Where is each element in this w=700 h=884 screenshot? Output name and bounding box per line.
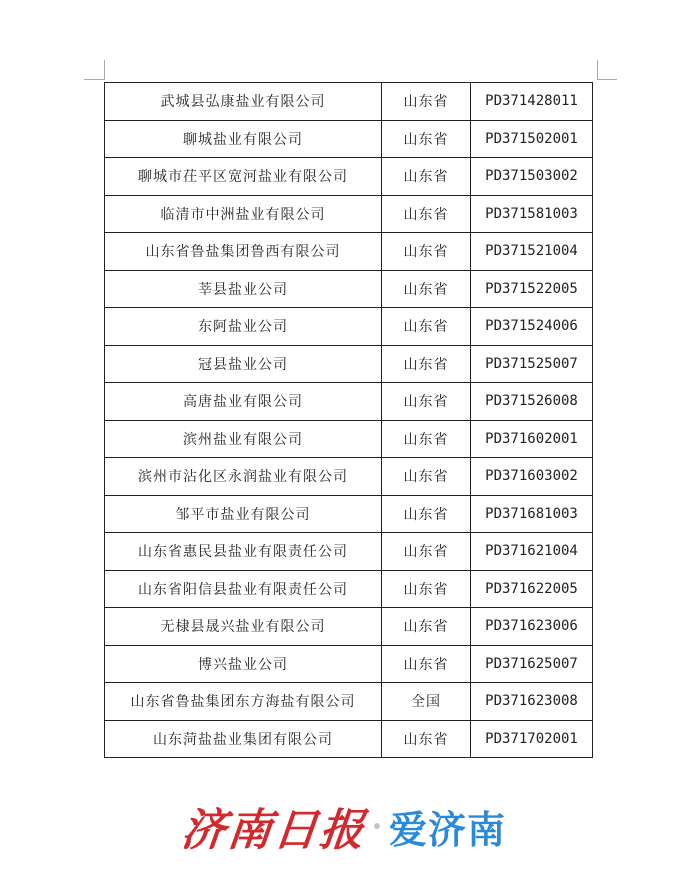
code-cell: PD371428011: [471, 83, 593, 121]
code-cell: PD371623008: [471, 683, 593, 721]
region-cell: 山东省: [382, 645, 471, 683]
company-name-cell: 无棣县晟兴盐业有限公司: [105, 608, 382, 646]
table-row: [105, 608, 593, 646]
code-cell: PD371625007: [471, 645, 593, 683]
watermark-separator-dot: [374, 823, 380, 829]
company-name-cell: 邹平市盐业有限公司: [105, 495, 382, 533]
table-row: [105, 195, 593, 233]
code-cell: PD371621004: [471, 533, 593, 571]
region-cell: 全国: [382, 683, 471, 721]
table-row: [105, 383, 593, 421]
company-name-cell: 山东菏盐盐业集团有限公司: [105, 720, 382, 758]
region-cell: 山东省: [382, 420, 471, 458]
company-name-cell: 滨州市沾化区永润盐业有限公司: [105, 458, 382, 496]
company-name-cell: 滨州盐业有限公司: [105, 420, 382, 458]
region-cell: 山东省: [382, 570, 471, 608]
region-cell: 山东省: [382, 720, 471, 758]
region-cell: 山东省: [382, 270, 471, 308]
table-row: [105, 270, 593, 308]
crop-mark-left-horizontal: [84, 79, 104, 80]
table-row: [105, 233, 593, 271]
region-cell: 山东省: [382, 195, 471, 233]
table-row: [105, 495, 593, 533]
company-name-cell: 高唐盐业有限公司: [105, 383, 382, 421]
code-cell: PD371525007: [471, 345, 593, 383]
company-name-cell: 博兴盐业公司: [105, 645, 382, 683]
code-cell: PD371526008: [471, 383, 593, 421]
table-row: [105, 720, 593, 758]
table-row: [105, 308, 593, 346]
company-name-cell: 武城县弘康盐业有限公司: [105, 83, 382, 121]
table-row: [105, 570, 593, 608]
table-row: [105, 645, 593, 683]
table-row: [105, 158, 593, 196]
company-name-cell: 山东省鲁盐集团鲁西有限公司: [105, 233, 382, 271]
code-cell: PD371521004: [471, 233, 593, 271]
region-cell: 山东省: [382, 345, 471, 383]
code-cell: PD371503002: [471, 158, 593, 196]
jinan-daily-watermark: [178, 796, 522, 856]
crop-mark-left-vertical: [104, 60, 105, 80]
region-cell: 山东省: [382, 533, 471, 571]
code-cell: PD371522005: [471, 270, 593, 308]
company-table: [104, 82, 593, 758]
table-row: [105, 533, 593, 571]
company-name-cell: 莘县盐业公司: [105, 270, 382, 308]
company-name-cell: 东阿盐业公司: [105, 308, 382, 346]
table-row: [105, 83, 593, 121]
code-cell: PD371622005: [471, 570, 593, 608]
table-row: [105, 345, 593, 383]
crop-mark-right-vertical: [597, 60, 598, 80]
table-row: [105, 420, 593, 458]
crop-mark-right-horizontal: [597, 79, 617, 80]
company-name-cell: 山东省惠民县盐业有限责任公司: [105, 533, 382, 571]
code-cell: PD371603002: [471, 458, 593, 496]
watermark-name: 济南日报: [178, 805, 369, 856]
code-cell: PD371581003: [471, 195, 593, 233]
table-row: [105, 120, 593, 158]
code-cell: PD371602001: [471, 420, 593, 458]
code-cell: PD371623006: [471, 608, 593, 646]
table-row: [105, 458, 593, 496]
region-cell: 山东省: [382, 83, 471, 121]
region-cell: 山东省: [382, 495, 471, 533]
code-cell: PD371524006: [471, 308, 593, 346]
code-cell: PD371502001: [471, 120, 593, 158]
code-cell: PD371702001: [471, 720, 593, 758]
region-cell: 山东省: [382, 120, 471, 158]
region-cell: 山东省: [382, 308, 471, 346]
code-cell: PD371681003: [471, 495, 593, 533]
region-cell: 山东省: [382, 233, 471, 271]
region-cell: 山东省: [382, 158, 471, 196]
company-name-cell: 山东省阳信县盐业有限责任公司: [105, 570, 382, 608]
company-name-cell: 聊城市茌平区宽河盐业有限公司: [105, 158, 382, 196]
region-cell: 山东省: [382, 608, 471, 646]
company-name-cell: 临清市中洲盐业有限公司: [105, 195, 382, 233]
table-row: [105, 683, 593, 721]
region-cell: 山东省: [382, 383, 471, 421]
company-name-cell: 冠县盐业公司: [105, 345, 382, 383]
company-name-cell: 聊城盐业有限公司: [105, 120, 382, 158]
company-name-cell: 山东省鲁盐集团东方海盐有限公司: [105, 683, 382, 721]
region-cell: 山东省: [382, 458, 471, 496]
watermark-sub-name: 爱济南: [389, 807, 507, 852]
company-table-body: [105, 83, 593, 758]
